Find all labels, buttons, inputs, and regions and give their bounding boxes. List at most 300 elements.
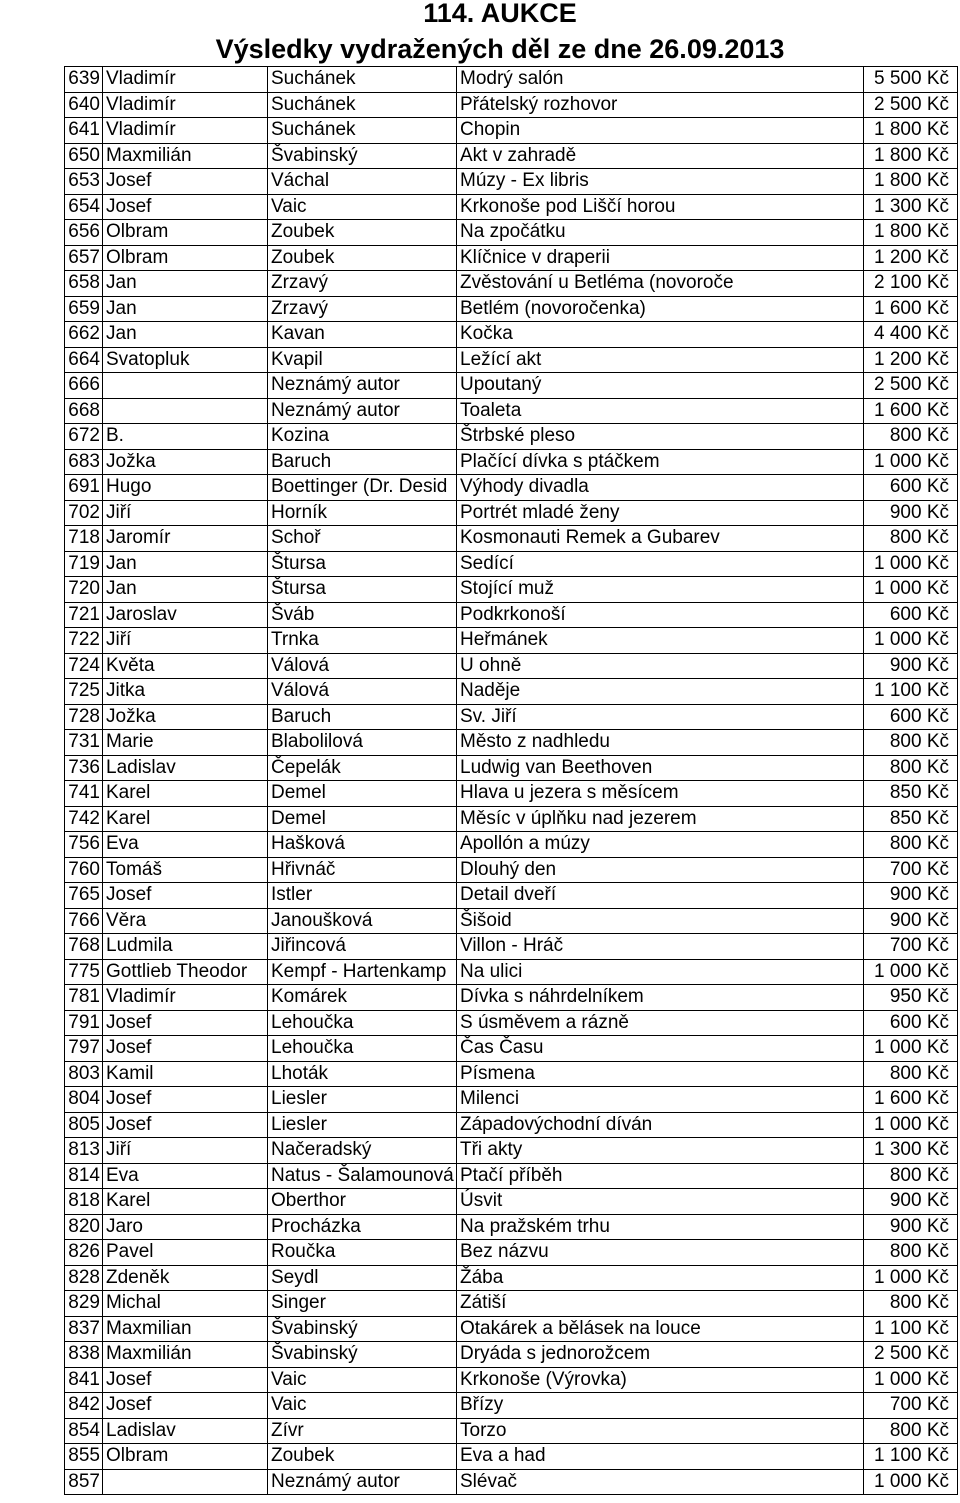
table-row	[65, 220, 958, 246]
lot-number: 766	[65, 908, 103, 934]
artwork-title: Stojící muž	[457, 577, 864, 603]
hammer-price: 900 Kč	[864, 1214, 958, 1240]
artist-last-name: Jiřincová	[268, 934, 457, 960]
artwork-title: Hlava u jezera s měsícem	[457, 781, 864, 807]
artwork-title: Dívka s náhrdelníkem	[457, 985, 864, 1011]
artist-first-name: Jiří	[103, 1138, 268, 1164]
artwork-title: Na pražském trhu	[457, 1214, 864, 1240]
hammer-price: 5 500 Kč	[864, 67, 958, 93]
lot-number: 668	[65, 398, 103, 424]
artist-last-name: Oberthor	[268, 1189, 457, 1215]
table-row	[65, 1367, 958, 1393]
table-row	[65, 347, 958, 373]
artwork-title: Štrbské pleso	[457, 424, 864, 450]
artist-last-name: Suchánek	[268, 67, 457, 93]
artist-last-name: Kavan	[268, 322, 457, 348]
hammer-price: 1 000 Kč	[864, 628, 958, 654]
hammer-price: 800 Kč	[864, 730, 958, 756]
lot-number: 855	[65, 1444, 103, 1470]
lot-number: 756	[65, 832, 103, 858]
lot-number: 702	[65, 500, 103, 526]
lot-number: 664	[65, 347, 103, 373]
artist-last-name: Šváb	[268, 602, 457, 628]
table-row	[65, 628, 958, 654]
lot-number: 721	[65, 602, 103, 628]
artist-first-name: Jitka	[103, 679, 268, 705]
artist-first-name: Jan	[103, 271, 268, 297]
lot-number: 641	[65, 118, 103, 144]
lot-number: 722	[65, 628, 103, 654]
hammer-price: 800 Kč	[864, 424, 958, 450]
hammer-price: 800 Kč	[864, 526, 958, 552]
artist-last-name: Švabinský	[268, 1316, 457, 1342]
hammer-price: 1 600 Kč	[864, 1087, 958, 1113]
table-row	[65, 730, 958, 756]
artist-last-name: Singer	[268, 1291, 457, 1317]
artist-first-name: Tomáš	[103, 857, 268, 883]
lot-number: 657	[65, 245, 103, 271]
artist-first-name: Vladimír	[103, 985, 268, 1011]
artist-last-name: Suchánek	[268, 118, 457, 144]
artist-first-name: Ladislav	[103, 1418, 268, 1444]
artwork-title: Slévač	[457, 1469, 864, 1495]
artist-first-name: Josef	[103, 1036, 268, 1062]
lot-number: 837	[65, 1316, 103, 1342]
artwork-title: Modrý salón	[457, 67, 864, 93]
table-row	[65, 296, 958, 322]
artwork-title: Dryáda s jednorožcem	[457, 1342, 864, 1368]
lot-number: 842	[65, 1393, 103, 1419]
lot-number: 728	[65, 704, 103, 730]
hammer-price: 900 Kč	[864, 883, 958, 909]
artwork-title: Toaleta	[457, 398, 864, 424]
hammer-price: 1 200 Kč	[864, 245, 958, 271]
artwork-title: Na zpočátku	[457, 220, 864, 246]
artist-first-name: Jiří	[103, 628, 268, 654]
artwork-title: Podkrkonoší	[457, 602, 864, 628]
artwork-title: Čas Času	[457, 1036, 864, 1062]
table-row	[65, 1265, 958, 1291]
artist-last-name: Blabolilová	[268, 730, 457, 756]
table-row	[65, 398, 958, 424]
lot-number: 640	[65, 92, 103, 118]
artwork-title: Milenci	[457, 1087, 864, 1113]
lot-number: 742	[65, 806, 103, 832]
artist-last-name: Boettinger (Dr. Desid	[268, 475, 457, 501]
table-row	[65, 1469, 958, 1495]
hammer-price: 1 000 Kč	[864, 1265, 958, 1291]
hammer-price: 850 Kč	[864, 806, 958, 832]
artwork-title: Západovýchodní díván	[457, 1112, 864, 1138]
results-table	[64, 66, 958, 1495]
lot-number: 841	[65, 1367, 103, 1393]
lot-number: 662	[65, 322, 103, 348]
hammer-price: 1 800 Kč	[864, 118, 958, 144]
hammer-price: 900 Kč	[864, 1189, 958, 1215]
hammer-price: 850 Kč	[864, 781, 958, 807]
artist-first-name	[103, 373, 268, 399]
lot-number: 683	[65, 449, 103, 475]
hammer-price: 1 000 Kč	[864, 1112, 958, 1138]
table-row	[65, 449, 958, 475]
table-row	[65, 1189, 958, 1215]
artist-first-name: Josef	[103, 1393, 268, 1419]
hammer-price: 1 600 Kč	[864, 296, 958, 322]
artist-first-name: Ladislav	[103, 755, 268, 781]
lot-number: 813	[65, 1138, 103, 1164]
artist-last-name: Vaic	[268, 1393, 457, 1419]
table-row	[65, 67, 958, 93]
artist-first-name: Josef	[103, 1010, 268, 1036]
hammer-price: 700 Kč	[864, 857, 958, 883]
hammer-price: 600 Kč	[864, 602, 958, 628]
artist-last-name: Válová	[268, 653, 457, 679]
table-row	[65, 194, 958, 220]
table-row	[65, 500, 958, 526]
artwork-title: Žába	[457, 1265, 864, 1291]
lot-number: 736	[65, 755, 103, 781]
artist-last-name: Zoubek	[268, 220, 457, 246]
hammer-price: 2 500 Kč	[864, 1342, 958, 1368]
hammer-price: 2 500 Kč	[864, 373, 958, 399]
artwork-title: S úsměvem a rázně	[457, 1010, 864, 1036]
artwork-title: Naděje	[457, 679, 864, 705]
artist-first-name: Vladimír	[103, 92, 268, 118]
table-row	[65, 704, 958, 730]
artist-last-name: Kvapil	[268, 347, 457, 373]
artwork-title: Apollón a múzy	[457, 832, 864, 858]
artist-first-name: Eva	[103, 832, 268, 858]
artist-last-name: Zrzavý	[268, 296, 457, 322]
table-row	[65, 424, 958, 450]
artist-first-name: B.	[103, 424, 268, 450]
lot-number: 725	[65, 679, 103, 705]
artist-first-name: Olbram	[103, 1444, 268, 1470]
table-row	[65, 832, 958, 858]
hammer-price: 1 100 Kč	[864, 1316, 958, 1342]
artist-last-name: Suchánek	[268, 92, 457, 118]
lot-number: 803	[65, 1061, 103, 1087]
artist-first-name: Hugo	[103, 475, 268, 501]
artwork-title: Múzy - Ex libris	[457, 169, 864, 195]
artwork-title: Město z nadhledu	[457, 730, 864, 756]
artwork-title: Krkonoše (Výrovka)	[457, 1367, 864, 1393]
artist-first-name: Josef	[103, 1367, 268, 1393]
table-row	[65, 1010, 958, 1036]
artwork-title: Portrét mladé ženy	[457, 500, 864, 526]
artwork-title: Na ulici	[457, 959, 864, 985]
artist-last-name: Kozina	[268, 424, 457, 450]
artist-first-name: Jiří	[103, 500, 268, 526]
artist-last-name: Neznámý autor	[268, 398, 457, 424]
artwork-title: Akt v zahradě	[457, 143, 864, 169]
table-row	[65, 1316, 958, 1342]
artwork-title: Krkonoše pod Liščí horou	[457, 194, 864, 220]
artist-last-name: Hřivnáč	[268, 857, 457, 883]
artist-first-name: Jožka	[103, 704, 268, 730]
hammer-price: 1 000 Kč	[864, 551, 958, 577]
table-row	[65, 1418, 958, 1444]
artist-first-name: Michal	[103, 1291, 268, 1317]
artist-first-name	[103, 398, 268, 424]
artwork-title: Úsvit	[457, 1189, 864, 1215]
artwork-title: Sedící	[457, 551, 864, 577]
hammer-price: 600 Kč	[864, 475, 958, 501]
hammer-price: 1 000 Kč	[864, 1469, 958, 1495]
artist-first-name	[103, 1469, 268, 1495]
hammer-price: 800 Kč	[864, 755, 958, 781]
table-row	[65, 857, 958, 883]
artist-first-name: Olbram	[103, 220, 268, 246]
artist-first-name: Květa	[103, 653, 268, 679]
artwork-title: Výhody divadla	[457, 475, 864, 501]
artwork-title: Villon - Hráč	[457, 934, 864, 960]
table-row	[65, 755, 958, 781]
table-row	[65, 143, 958, 169]
artwork-title: Eva a had	[457, 1444, 864, 1470]
artwork-title: Tři akty	[457, 1138, 864, 1164]
hammer-price: 600 Kč	[864, 704, 958, 730]
lot-number: 814	[65, 1163, 103, 1189]
hammer-price: 2 500 Kč	[864, 92, 958, 118]
hammer-price: 1 800 Kč	[864, 220, 958, 246]
hammer-price: 1 200 Kč	[864, 347, 958, 373]
lot-number: 781	[65, 985, 103, 1011]
artist-first-name: Jan	[103, 296, 268, 322]
lot-number: 805	[65, 1112, 103, 1138]
lot-number: 804	[65, 1087, 103, 1113]
lot-number: 854	[65, 1418, 103, 1444]
artist-first-name: Karel	[103, 781, 268, 807]
lot-number: 857	[65, 1469, 103, 1495]
artist-first-name: Věra	[103, 908, 268, 934]
artist-last-name: Procházka	[268, 1214, 457, 1240]
hammer-price: 800 Kč	[864, 1163, 958, 1189]
hammer-price: 2 100 Kč	[864, 271, 958, 297]
artist-last-name: Zoubek	[268, 1444, 457, 1470]
artwork-title: Přátelský rozhovor	[457, 92, 864, 118]
hammer-price: 950 Kč	[864, 985, 958, 1011]
hammer-price: 1 800 Kč	[864, 169, 958, 195]
lot-number: 818	[65, 1189, 103, 1215]
artist-last-name: Liesler	[268, 1087, 457, 1113]
artist-first-name: Gottlieb Theodor	[103, 959, 268, 985]
results-subtitle: Výsledky vydražených děl ze dne 26.09.2013	[215, 34, 785, 64]
artwork-title: Plačící dívka s ptáčkem	[457, 449, 864, 475]
artwork-title: Bez názvu	[457, 1240, 864, 1266]
lot-number: 826	[65, 1240, 103, 1266]
lot-number: 724	[65, 653, 103, 679]
artwork-title: Torzo	[457, 1418, 864, 1444]
lot-number: 654	[65, 194, 103, 220]
table-row	[65, 169, 958, 195]
artist-last-name: Lehoučka	[268, 1036, 457, 1062]
artwork-title: Betlém (novoročenka)	[457, 296, 864, 322]
artist-first-name: Jan	[103, 551, 268, 577]
artist-last-name: Trnka	[268, 628, 457, 654]
hammer-price: 700 Kč	[864, 1393, 958, 1419]
table-row	[65, 92, 958, 118]
artist-first-name: Jaromír	[103, 526, 268, 552]
artist-last-name: Seydl	[268, 1265, 457, 1291]
artist-first-name: Vladimír	[103, 118, 268, 144]
lot-number: 791	[65, 1010, 103, 1036]
artist-first-name: Pavel	[103, 1240, 268, 1266]
artist-first-name: Maxmilián	[103, 143, 268, 169]
artwork-title: Šišoid	[457, 908, 864, 934]
lot-number: 731	[65, 730, 103, 756]
table-row	[65, 1214, 958, 1240]
hammer-price: 1 000 Kč	[864, 1367, 958, 1393]
artist-first-name: Vladimír	[103, 67, 268, 93]
artist-last-name: Baruch	[268, 449, 457, 475]
hammer-price: 900 Kč	[864, 653, 958, 679]
hammer-price: 700 Kč	[864, 934, 958, 960]
hammer-price: 800 Kč	[864, 1291, 958, 1317]
lot-number: 741	[65, 781, 103, 807]
artwork-title: Upoutaný	[457, 373, 864, 399]
artist-last-name: Kempf - Hartenkamp	[268, 959, 457, 985]
artist-last-name: Lehoučka	[268, 1010, 457, 1036]
artist-last-name: Načeradský	[268, 1138, 457, 1164]
artist-last-name: Demel	[268, 806, 457, 832]
table-row	[65, 322, 958, 348]
hammer-price: 1 100 Kč	[864, 679, 958, 705]
hammer-price: 900 Kč	[864, 500, 958, 526]
artist-last-name: Zrzavý	[268, 271, 457, 297]
artist-last-name: Liesler	[268, 1112, 457, 1138]
artist-first-name: Olbram	[103, 245, 268, 271]
artist-first-name: Josef	[103, 883, 268, 909]
artwork-title: Chopin	[457, 118, 864, 144]
table-row	[65, 245, 958, 271]
artwork-title: Písmena	[457, 1061, 864, 1087]
artwork-title: Dlouhý den	[457, 857, 864, 883]
artwork-title: Ptačí příběh	[457, 1163, 864, 1189]
table-row	[65, 551, 958, 577]
lot-number: 672	[65, 424, 103, 450]
lot-number: 658	[65, 271, 103, 297]
artist-last-name: Neznámý autor	[268, 373, 457, 399]
hammer-price: 1 100 Kč	[864, 1444, 958, 1470]
artist-last-name: Štursa	[268, 551, 457, 577]
table-row	[65, 1163, 958, 1189]
artist-first-name: Jan	[103, 322, 268, 348]
table-row	[65, 934, 958, 960]
lot-number: 656	[65, 220, 103, 246]
hammer-price: 1 000 Kč	[864, 959, 958, 985]
artist-last-name: Natus - Šalamounová	[268, 1163, 457, 1189]
artist-last-name: Švabinský	[268, 1342, 457, 1368]
artist-first-name: Josef	[103, 169, 268, 195]
artist-last-name: Lhoták	[268, 1061, 457, 1087]
table-row	[65, 577, 958, 603]
hammer-price: 1 300 Kč	[864, 194, 958, 220]
table-row	[65, 1036, 958, 1062]
artist-first-name: Zdeněk	[103, 1265, 268, 1291]
artist-last-name: Štursa	[268, 577, 457, 603]
table-row	[65, 526, 958, 552]
hammer-price: 800 Kč	[864, 1240, 958, 1266]
table-row	[65, 908, 958, 934]
artwork-title: Otakárek a bělásek na louce	[457, 1316, 864, 1342]
lot-number: 760	[65, 857, 103, 883]
table-row	[65, 1061, 958, 1087]
table-row	[65, 373, 958, 399]
table-row	[65, 118, 958, 144]
lot-number: 829	[65, 1291, 103, 1317]
hammer-price: 800 Kč	[864, 1418, 958, 1444]
artwork-title: Detail dveří	[457, 883, 864, 909]
artist-last-name: Janoušková	[268, 908, 457, 934]
artist-first-name: Marie	[103, 730, 268, 756]
artist-last-name: Vaic	[268, 194, 457, 220]
artist-first-name: Svatopluk	[103, 347, 268, 373]
artist-last-name: Demel	[268, 781, 457, 807]
hammer-price: 800 Kč	[864, 1061, 958, 1087]
artist-last-name: Schoř	[268, 526, 457, 552]
lot-number: 775	[65, 959, 103, 985]
lot-number: 768	[65, 934, 103, 960]
artist-last-name: Hašková	[268, 832, 457, 858]
table-row	[65, 1240, 958, 1266]
artwork-title: Klíčnice v draperii	[457, 245, 864, 271]
table-row	[65, 653, 958, 679]
artist-last-name: Čepelák	[268, 755, 457, 781]
lot-number: 719	[65, 551, 103, 577]
table-row	[65, 1112, 958, 1138]
artwork-title: Heřmánek	[457, 628, 864, 654]
hammer-price: 1 000 Kč	[864, 577, 958, 603]
artwork-title: Sv. Jiří	[457, 704, 864, 730]
table-row	[65, 271, 958, 297]
artwork-title: Ludwig van Beethoven	[457, 755, 864, 781]
artist-last-name: Vaic	[268, 1367, 457, 1393]
artwork-title: Měsíc v úplňku nad jezerem	[457, 806, 864, 832]
table-row	[65, 781, 958, 807]
table-row	[65, 959, 958, 985]
artist-first-name: Jaro	[103, 1214, 268, 1240]
artist-first-name: Josef	[103, 194, 268, 220]
artist-first-name: Jaroslav	[103, 602, 268, 628]
table-row	[65, 475, 958, 501]
artist-first-name: Ludmila	[103, 934, 268, 960]
hammer-price: 600 Kč	[864, 1010, 958, 1036]
artist-first-name: Karel	[103, 1189, 268, 1215]
results-table-body	[65, 67, 958, 1495]
artist-first-name: Maxmilian	[103, 1316, 268, 1342]
artwork-title: Kočka	[457, 322, 864, 348]
artist-first-name: Jan	[103, 577, 268, 603]
lot-number: 653	[65, 169, 103, 195]
artist-first-name: Karel	[103, 806, 268, 832]
table-row	[65, 602, 958, 628]
table-row	[65, 883, 958, 909]
table-row	[65, 1342, 958, 1368]
artist-first-name: Maxmilián	[103, 1342, 268, 1368]
artist-last-name: Švabinský	[268, 143, 457, 169]
artist-last-name: Válová	[268, 679, 457, 705]
artist-last-name: Istler	[268, 883, 457, 909]
lot-number: 838	[65, 1342, 103, 1368]
artist-last-name: Zívr	[268, 1418, 457, 1444]
auction-title: 114. AUKCE	[423, 0, 577, 28]
artist-first-name: Josef	[103, 1087, 268, 1113]
artwork-title: U ohně	[457, 653, 864, 679]
artwork-title: Břízy	[457, 1393, 864, 1419]
artwork-title: Zvěstování u Betléma (novoroče	[457, 271, 864, 297]
artist-last-name: Váchal	[268, 169, 457, 195]
